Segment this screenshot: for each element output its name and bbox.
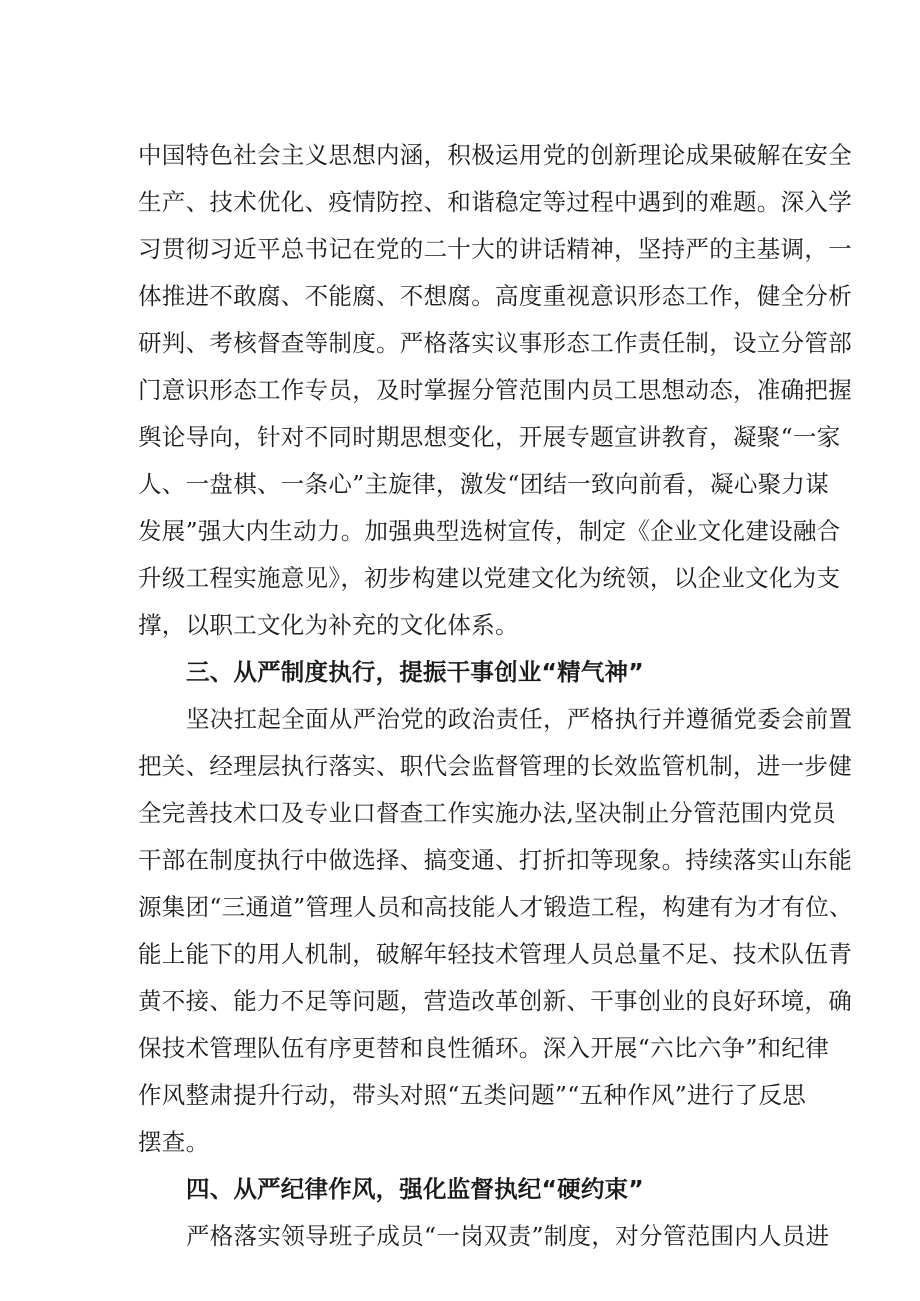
- paragraph-1-line-5: 研判、考核督查等制度。严格落实议事形态工作责任制，设立分管部: [138, 329, 852, 357]
- paragraph-2-line-7: 黄不接、能力不足等问题，营造改革创新、干事创业的良好环境，确: [138, 987, 852, 1015]
- paragraph-2-line-8: 保技术管理队伍有序更替和良性循环。深入开展“六比六争”和纪律: [138, 1034, 830, 1062]
- paragraph-1-line-3: 习贯彻习近平总书记在党的二十大的讲话精神，坚持严的主基调，一: [138, 235, 852, 263]
- paragraph-1-line-7: 舆论导向，针对不同时期思想变化，开展专题宣讲教育，凝聚“一家: [138, 423, 841, 451]
- paragraph-2-line-3: 全完善技术口及专业口督查工作实施办法,坚决制止分管范围内党员: [138, 799, 836, 827]
- paragraph-2-line-9: 作风整肃提升行动，带头对照“五类问题”“五种作风”进行了反思: [138, 1081, 807, 1109]
- paragraph-2-line-4: 干部在制度执行中做选择、搞变通、打折扣等现象。持续落实山东能: [138, 846, 852, 874]
- paragraph-2-line-6: 能上能下的用人机制，破解年轻技术管理人员总量不足、技术队伍青: [138, 940, 852, 968]
- paragraph-1-line-8: 人、一盘棋、一条心”主旋律，激发“团结一致向前看，凝心聚力谋: [138, 470, 830, 498]
- paragraph-2-line-1: 坚决扛起全面从严治党的政治责任，严格执行并遵循党委会前置: [186, 705, 853, 733]
- paragraph-2-line-5: 源集团“三通道”管理人员和高技能人才锻造工程，构建有为才有位、: [138, 893, 853, 921]
- paragraph-3-line-1: 严格落实领导班子成员“一岗双责”制度，对分管范围内人员进: [186, 1222, 830, 1250]
- paragraph-2-line-2: 把关、经理层执行落实、职代会监督管理的长效监管机制，进一步健: [138, 752, 852, 780]
- section-heading-3: 三、从严制度执行，提振干事创业“精气神”: [186, 658, 644, 686]
- section-heading-4: 四、从严纪律作风，强化监督执纪“硬约束”: [186, 1175, 644, 1203]
- paragraph-1-line-9: 发展”强大内生动力。加强典型选树宣传，制定《企业文化建设融合: [138, 517, 841, 545]
- paragraph-1-line-6: 门意识形态工作专员，及时掌握分管范围内员工思想动态，准确把握: [138, 376, 852, 404]
- paragraph-1-line-10: 升级工程实施意见》，初步构建以党建文化为统领，以企业文化为支: [138, 564, 841, 592]
- paragraph-1-line-4: 体推进不敢腐、不能腐、不想腐。高度重视意识形态工作，健全分析: [138, 282, 852, 310]
- paragraph-1-line-11: 撑，以职工文化为补充的文化体系。: [138, 611, 519, 639]
- paragraph-1-line-2: 生产、技术优化、疫情防控、和谐稳定等过程中遇到的难题。深入学: [138, 188, 852, 216]
- paragraph-1-line-1: 中国特色社会主义思想内涵，积极运用党的创新理论成果破解在安全: [138, 141, 852, 169]
- paragraph-2-line-10: 摆查。: [138, 1128, 210, 1156]
